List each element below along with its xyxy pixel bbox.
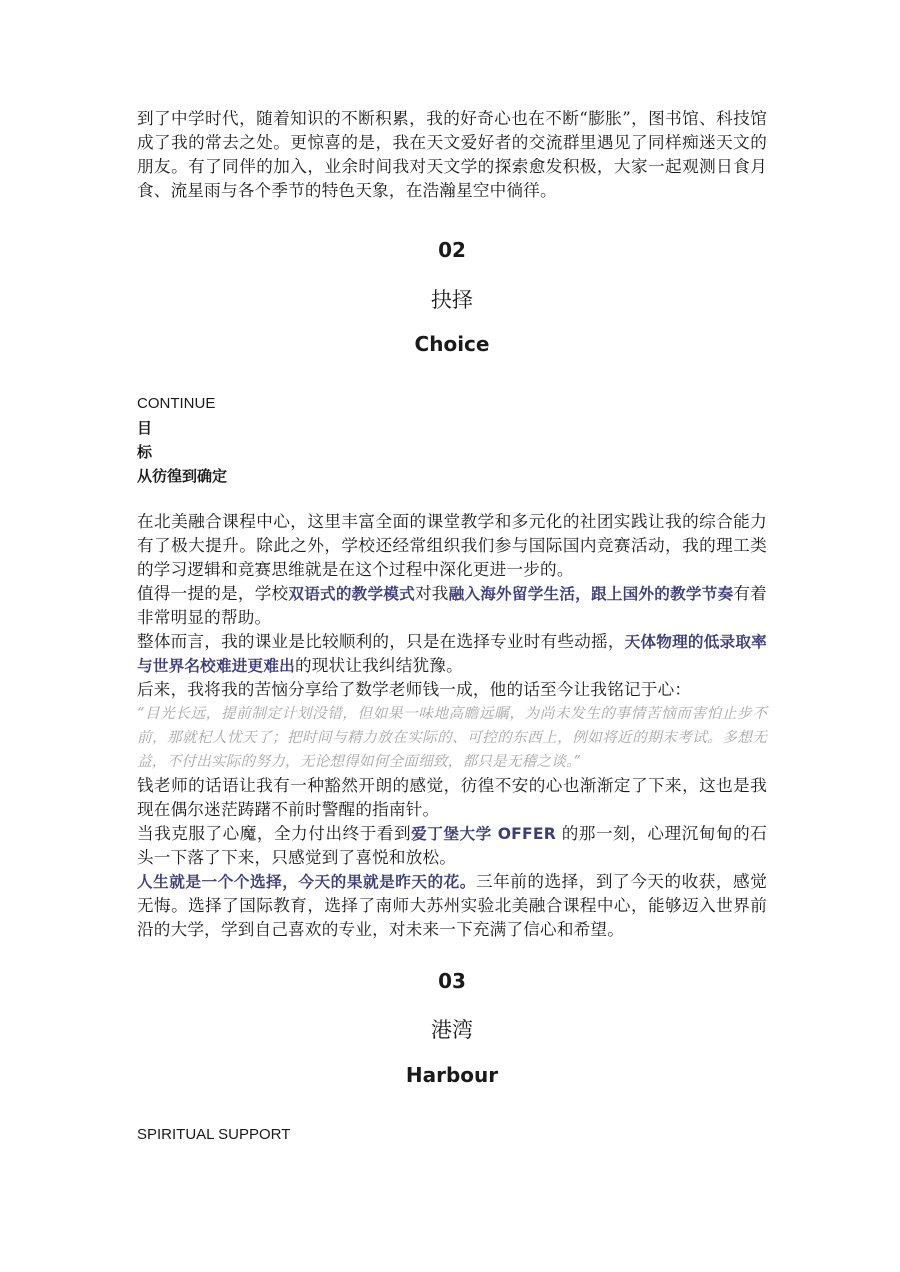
body-text: [137, 510, 767, 942]
body-paragraph: 当我克服了心魔，全力付出终于看到爱丁堡大学 OFFER 的那一刻，心理沉甸甸的石头一下落了下来，只感觉到了喜悦和放松。: [137, 824, 767, 867]
section-label-en: CONTINUE: [137, 395, 216, 412]
body-paragraph: 值得一提的是，学校双语式的教学模式对我融入海外留学生活，跟上国外的教学节奏有着非常明显的帮助。: [137, 584, 767, 627]
highlight-text: 天体物理的低录取率与世界名校难进更难出: [137, 633, 767, 675]
section-label-cn-1: 目: [137, 419, 153, 437]
section-title-en: Choice: [414, 332, 490, 356]
highlight-text: 双语式的教学模式: [288, 585, 415, 603]
section-title-cn: 抉择: [431, 288, 473, 312]
highlight-text: 融入海外留学生活，跟上国外的教学节奏: [448, 585, 734, 603]
body-paragraph: 后来，我将我的苦恼分享给了数学老师钱一成，他的话至今让我铭记于心：: [137, 680, 692, 699]
body-paragraph: 整体而言，我的课业是比较顺利的，只是在选择专业时有些动摇，天体物理的低录取率与世界名校难进更难出的现状让我纠结犹豫。: [137, 632, 767, 675]
body-paragraph: 在北美融合课程中心，这里丰富全面的课堂教学和多元化的社团实践让我的综合能力有了极大提升。除此之外，学校还经常组织我们参与国际国内竞赛活动，我的理工类的学习逻辑和竞赛思维就是在这个过程中深化更进一步的。: [137, 512, 767, 579]
section-title-cn: 港湾: [431, 1018, 473, 1042]
section-subtitle: 从彷徨到确定: [137, 467, 228, 485]
body-paragraph: 钱老师的话语让我有一种豁然开朗的感觉，彷徨不安的心也渐渐定了下来，这也是我现在偶尔迷茫踌躇不前时警醒的指南针。: [137, 776, 767, 819]
body-paragraph: 人生就是一个个选择，今天的果就是昨天的花。三年前的选择，到了今天的收获，感觉无悔。选择了国际教育，选择了南师大苏州实验北美融合课程中心，能够迈入世界前沿的大学，学到自己喜欢的专业，对未来一下充满了信心和希望。: [137, 872, 767, 939]
highlight-text: 人生就是一个个选择，今天的果就是昨天的花。: [137, 873, 476, 891]
teacher-quote: “目光长远，提前制定计划没错，但如果一味地高瞻远瞩，为尚未发生的事情苦恼而害怕止步不前，那就杞人忧天了；把时间与精力放在实际的、可控的东西上，例如将近的期末考试。多想无益，不付出实际的努力，无论想得如何全面细致，都只是无稽之谈。”: [137, 705, 767, 770]
section-label-en: SPIRITUAL SUPPORT: [137, 1126, 291, 1143]
section-title-en: Harbour: [405, 1063, 499, 1087]
section-label-cn-2: 标: [137, 443, 153, 461]
section-number: 02: [438, 238, 466, 262]
highlight-text: 爱丁堡大学 OFFER: [411, 825, 556, 843]
intro-paragraph: 到了中学时代，随着知识的不断积累，我的好奇心也在不断“膨胀”，图书馆、科技馆成了我的常去之处。更惊喜的是，我在天文爱好者的交流群里遇见了同样痴迷天文的朋友。有了同伴的加入，业余时间我对天文学的探索愈发积极，大家一起观测日食月食、流星雨与各个季节的特色天象，在浩瀚星空中徜徉。: [137, 109, 767, 200]
section-number: 03: [438, 969, 466, 993]
